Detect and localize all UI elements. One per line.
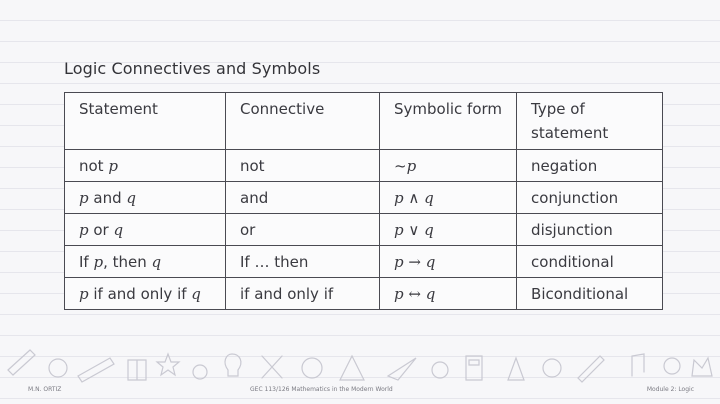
footer-module: Module 2: Logic: [646, 386, 694, 393]
clock-doodle-icon: [302, 358, 322, 378]
scissors-doodle-icon: [262, 356, 282, 378]
variable-p: p: [108, 156, 118, 175]
table-row: [65, 278, 663, 310]
school-doodles-decoration: [0, 340, 720, 404]
apple-doodle-icon: [432, 362, 448, 378]
trophy-doodle-icon: [664, 358, 680, 374]
variable-q: q: [126, 188, 136, 207]
variable-p: p: [93, 252, 104, 271]
paperplane-doodle-icon: [388, 358, 416, 380]
statement-text: , then: [103, 252, 152, 271]
variable-p: p: [79, 284, 89, 303]
connective-cell: or: [226, 214, 380, 246]
symbolic-form-cell: p → q: [380, 246, 517, 278]
header-connective: Connective: [226, 93, 380, 150]
lightbulb-doodle-icon: [225, 354, 241, 376]
statement-cell: [65, 182, 226, 214]
type-cell: negation: [517, 150, 663, 182]
statement-cell: [65, 246, 226, 278]
ruler-doodle-icon: [78, 358, 114, 382]
header-statement: Statement: [65, 93, 226, 150]
triangle-doodle-icon: [340, 356, 364, 380]
globe-doodle-icon: [49, 359, 67, 377]
symbolic-form-cell: ~p: [380, 150, 517, 182]
table-header-row: [65, 93, 663, 150]
connective-cell: If … then: [226, 246, 380, 278]
header-type-of-statement: Type of statement: [517, 93, 663, 150]
variable-q: q: [191, 284, 201, 303]
table-row: [65, 214, 663, 246]
crown-doodle-icon: [692, 358, 712, 376]
table-row: [65, 246, 663, 278]
table-row: [65, 182, 663, 214]
variable-q: q: [151, 252, 162, 271]
statement-text: If: [79, 252, 94, 271]
star-doodle-icon: [157, 354, 179, 375]
statement-cell: [65, 278, 226, 310]
rocket-doodle-icon: [508, 358, 524, 380]
connective-cell: and: [226, 182, 380, 214]
statement-text: not: [79, 156, 109, 175]
atom-doodle-icon: [543, 359, 561, 377]
variable-p: p: [79, 220, 89, 239]
type-cell: Biconditional: [517, 278, 663, 310]
music-note-doodle-icon: [632, 354, 644, 376]
header-symbolic-form: Symbolic form: [380, 93, 517, 150]
footer-course: GEC 113/126 Mathematics in the Modern World: [250, 386, 393, 393]
connectives-table: [64, 92, 663, 310]
footer-author: M.N. ORTIZ: [28, 386, 62, 393]
slide-title: Logic Connectives and Symbols: [64, 59, 321, 78]
table-row: [65, 150, 663, 182]
type-cell: disjunction: [517, 214, 663, 246]
type-cell: conditional: [517, 246, 663, 278]
symbolic-form-cell: p ∨ q: [380, 214, 517, 246]
book-doodle-icon: [128, 360, 146, 380]
connective-cell: if and only if: [226, 278, 380, 310]
connective-cell: not: [226, 150, 380, 182]
pen-doodle-icon: [578, 356, 604, 382]
flask-doodle-icon: [193, 365, 207, 379]
statement-text: if and only if: [88, 284, 192, 303]
statement-text: or: [88, 220, 114, 239]
pencil-doodle-icon: [8, 350, 35, 375]
calculator-doodle-icon: [466, 356, 482, 380]
symbolic-form-cell: p ∧ q: [380, 182, 517, 214]
symbolic-form-cell: p ↔ q: [380, 278, 517, 310]
variable-q: q: [113, 220, 124, 239]
statement-cell: [65, 214, 226, 246]
variable-p: p: [79, 188, 89, 207]
type-cell: conjunction: [517, 182, 663, 214]
statement-text: and: [88, 188, 127, 207]
statement-cell: [65, 150, 226, 182]
